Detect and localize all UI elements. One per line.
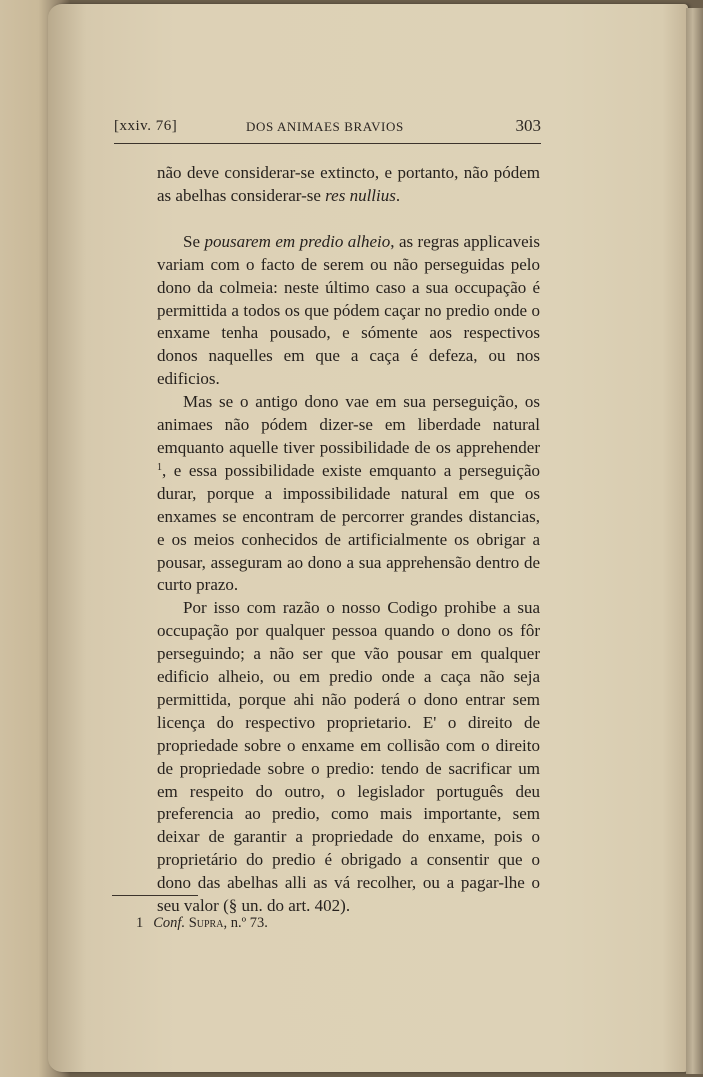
paragraph-4-text: Por isso com razão o nosso Codigo prohibe a sua occupação por qualquer pessoa quando o dono os fôr perseguindo; a não ser que vão pousar em qualquer edificio alheio, ou em predio onde a caça não seja permittida, porque ahi não poderá o dono entrar sem licença do respectivo proprietario. E' o direito de propriedade sobre o enxame em collisão com o direito de propriedade sobre o predio: tendo de sacrificar um em respeito do outro, o legislador português deu preferencia ao predio, como mais importante, sem deixar de garantir a propriedade do enxame, pois o proprietário do predio é obrigado a consentir que o dono das abelhas alli as vá recolher, ou a pagar-lhe o seu valor (§ un. do art. 402). — [157, 598, 540, 916]
footnote-reference[interactable]: 1 — [157, 461, 162, 473]
running-head — [114, 116, 541, 138]
paragraph-3 — [157, 391, 540, 597]
paragraph-1-italic: res nullius — [325, 185, 396, 205]
paragraph-1-text: não deve considerar-se extincto, e portanto, não pódem as abelhas considerar-se — [157, 163, 540, 205]
page-number: 303 — [515, 116, 541, 135]
paragraph-2 — [157, 231, 540, 391]
paragraph-3-text: Mas se o antigo dono vae em sua perseguição, os animaes não pódem dizer-se em liberdade natural emquanto aquelle tiver possibilidade de os apprehender — [157, 392, 540, 457]
footnote-number: 1 — [136, 915, 144, 931]
paragraph-3-end: , e essa possibilidade existe emquanto a perseguição durar, porque a impossibilidade natural em que os enxames se encontram de percorrer grandes distancias, e os meios conhecidos de artificialmente os obrigar a pousar, asseguram ao dono a sua apprehensão dentro de curto prazo. — [157, 460, 540, 595]
header-rule — [114, 143, 541, 144]
section-reference: [xxiv. 76] — [114, 118, 178, 134]
paragraph-2-text: , as regras applicaveis variam com o facto de serem ou não perseguidas pelo dono da colmeia: neste último caso a sua occupação é permittida a todos os que pódem caçar no predio onde o enxame tenha pousado, e sómente aos respectivos donos naquelles em que a caça é defeza, ou nos edificios. — [157, 231, 540, 389]
footnote-conf: Conf. — [153, 915, 186, 931]
footnote-rule — [112, 895, 198, 896]
paragraph-2-italic: pousarem em predio alheio — [204, 231, 391, 251]
chapter-title: DOS ANIMAES BRAVIOS — [246, 119, 404, 134]
body-text — [157, 162, 540, 918]
paragraph-4 — [157, 597, 540, 918]
footnote — [136, 915, 268, 932]
footnote-supra: Supra — [188, 915, 224, 931]
paragraph-1-end: . — [395, 185, 401, 205]
page-edge-right — [686, 8, 703, 1074]
paragraph-2-start: Se — [183, 231, 205, 251]
footnote-ref: , n.º 73. — [223, 915, 268, 931]
paragraph-1 — [157, 162, 540, 208]
